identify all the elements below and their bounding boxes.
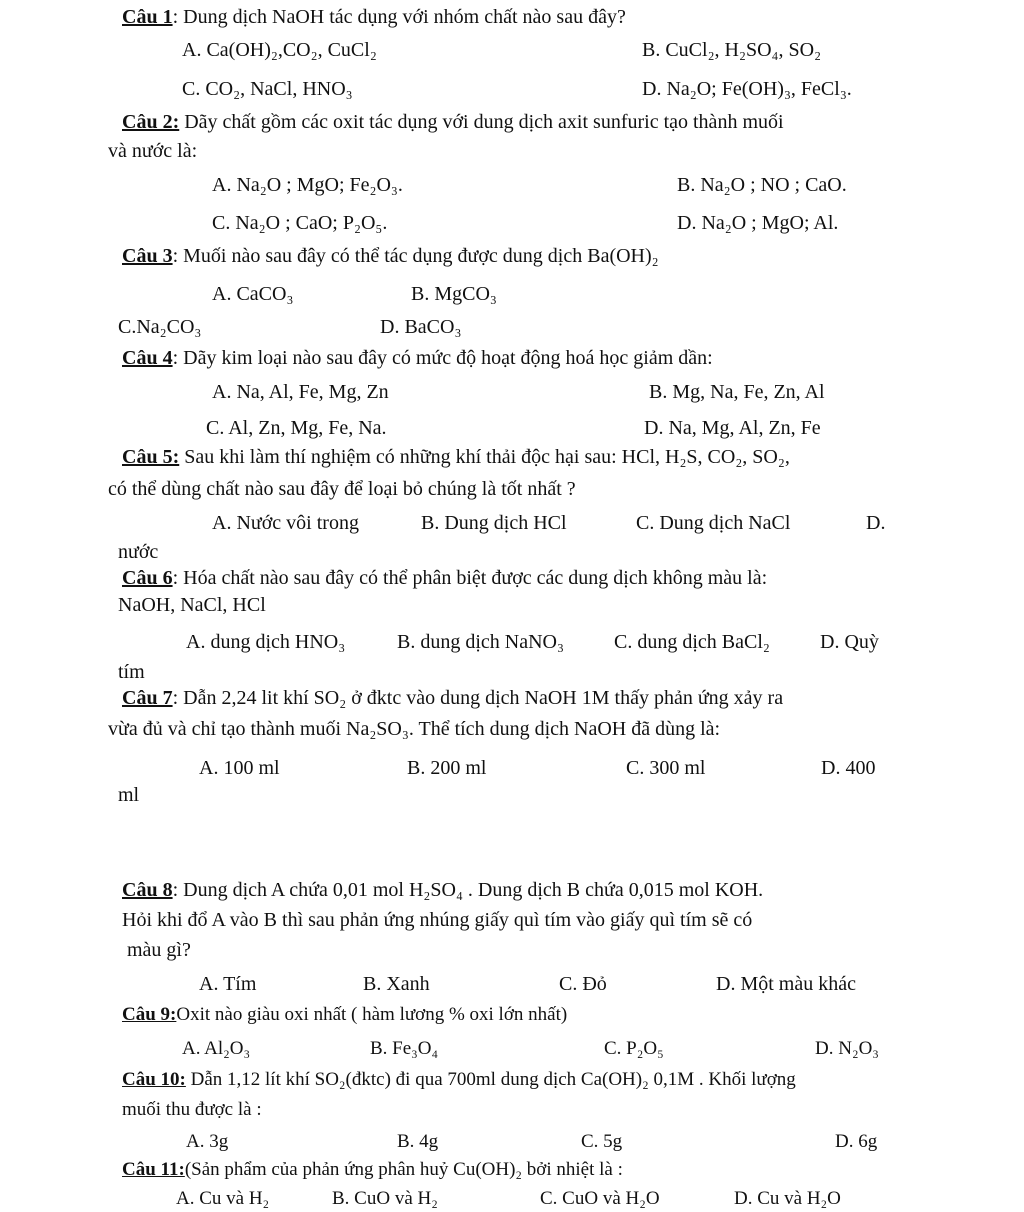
question-6 — [122, 565, 767, 591]
option: A. 100 ml — [199, 757, 280, 779]
option: C. dung dịch BaCl₂ — [614, 631, 770, 653]
question-3 — [122, 243, 659, 269]
option-cont: tím — [118, 661, 145, 683]
option: D. N₂O₃ — [815, 1038, 879, 1059]
option: C. 300 ml — [626, 757, 706, 779]
question-7 — [122, 685, 783, 711]
question-text: (Sản phẩm của phản ứng phân huỷ Cu(OH)₂ bởi nhiệt là : — [184, 1159, 623, 1180]
option: A. 3g — [186, 1131, 229, 1152]
question-number: Câu 4 — [122, 347, 173, 369]
option: C. CO₂, NaCl, HNO₃ — [182, 78, 353, 100]
question-number: Câu 3 — [122, 245, 173, 267]
option: A. Al₂O₃ — [182, 1038, 251, 1059]
option: D. Na₂O; Fe(OH)₃, FeCl₃. — [642, 78, 852, 100]
question-text-cont: Hỏi khi đổ A vào B thì sau phản ứng nhúng giấy quì tím vào giấy quì tím sẽ có — [122, 909, 753, 931]
question-11 — [122, 1157, 623, 1183]
option: C. Na₂O ; CaO; P₂O₅. — [212, 212, 388, 234]
question-number: Câu 10: — [122, 1069, 186, 1090]
question-text-cont: và nước là: — [108, 140, 198, 162]
option: A. Nước vôi trong — [212, 512, 359, 534]
option-cont: ml — [118, 784, 140, 806]
option: D. Một màu khác — [716, 973, 856, 995]
question-text: Dãy chất gồm các oxit tác dụng với dung dịch axit sunfuric tạo thành muối — [179, 111, 784, 133]
option: D. Na, Mg, Al, Zn, Fe — [644, 417, 821, 439]
question-2 — [122, 109, 784, 135]
question-text-cont: màu gì? — [127, 939, 191, 961]
option: C. Đỏ — [559, 973, 607, 995]
question-text-cont: vừa đủ và chỉ tạo thành muối Na₂SO₃. Thể tích dung dịch NaOH đã dùng là: — [108, 718, 721, 740]
question-number: Câu 7 — [122, 687, 173, 709]
option: B. Xanh — [363, 973, 430, 995]
question-number: Câu 1 — [122, 6, 173, 28]
option: B. CuO và H₂ — [332, 1188, 438, 1209]
question-text: : Dung dịch A chứa 0,01 mol H₂SO₄ . Dung dịch B chứa 0,015 mol KOH. — [172, 879, 764, 901]
option: D. Na₂O ; MgO; Al. — [677, 212, 839, 234]
option: B. Fe₃O₄ — [370, 1038, 439, 1059]
option: B. Mg, Na, Fe, Zn, Al — [649, 381, 825, 403]
question-text: Sau khi làm thí nghiệm có những khí thải độc hại sau: HCl, H₂S, CO₂, SO₂, — [179, 446, 790, 468]
question-text: Dẫn 1,12 lít khí SO₂(đktc) đi qua 700ml dung dịch Ca(OH)₂ 0,1M . Khối lượng — [185, 1069, 796, 1090]
question-text: : Dẫn 2,24 lit khí SO₂ ở đktc vào dung dịch NaOH 1M thấy phản ứng xảy ra — [172, 687, 784, 709]
option: A. Na, Al, Fe, Mg, Zn — [212, 381, 389, 403]
option: D. — [866, 512, 886, 534]
option: B. dung dịch NaNO₃ — [397, 631, 564, 653]
option: D. 400 — [821, 757, 876, 779]
option: B. Na₂O ; NO ; CaO. — [677, 174, 847, 196]
question-text: Oxit nào giàu oxi nhất ( hàm lương % oxi lớn nhất) — [176, 1004, 568, 1025]
question-1 — [122, 4, 626, 30]
question-9 — [122, 1002, 567, 1028]
question-4 — [122, 345, 713, 371]
option: B. CuCl₂, H₂SO₄, SO₂ — [642, 39, 822, 61]
question-number: Câu 9: — [122, 1004, 177, 1025]
question-text: : Dãy kim loại nào sau đây có mức độ hoạt động hoá học giảm dần: — [172, 347, 713, 369]
question-text: : Muối nào sau đây có thể tác dụng được dung dịch Ba(OH)₂ — [172, 245, 659, 267]
question-10 — [122, 1067, 796, 1093]
option: C. P₂O₅ — [604, 1038, 664, 1059]
option: A. Cu và H₂ — [176, 1188, 270, 1209]
option: A. Ca(OH)₂,CO₂, CuCl₂ — [182, 39, 377, 61]
option-cont: nước — [118, 541, 159, 563]
question-number: Câu 2: — [122, 111, 180, 133]
question-text-cont: có thể dùng chất nào sau đây để loại bỏ chúng là tốt nhất ? — [108, 478, 576, 500]
question-text: : Hóa chất nào sau đây có thể phân biệt được các dung dịch không màu là: — [172, 567, 768, 589]
option: A. Tím — [199, 973, 257, 995]
option: D. 6g — [835, 1131, 878, 1152]
option: D. Cu và H₂O — [734, 1188, 841, 1209]
option: C. 5g — [581, 1131, 623, 1152]
question-text-cont: NaOH, NaCl, HCl — [118, 594, 266, 616]
question-number: Câu 8 — [122, 879, 173, 901]
option: A. dung dịch HNO₃ — [186, 631, 346, 653]
option: B. 200 ml — [407, 757, 487, 779]
option: C. CuO và H₂O — [540, 1188, 660, 1209]
question-number: Câu 5: — [122, 446, 180, 468]
option: C. Al, Zn, Mg, Fe, Na. — [206, 417, 387, 439]
option: B. Dung dịch HCl — [421, 512, 567, 534]
question-number: Câu 6 — [122, 567, 173, 589]
option: A. Na₂O ; MgO; Fe₂O₃. — [212, 174, 403, 196]
option: D. BaCO₃ — [380, 316, 462, 338]
option: D. Quỳ — [820, 631, 879, 653]
question-8 — [122, 877, 763, 903]
option: C.Na₂CO₃ — [118, 316, 202, 338]
option: B. 4g — [397, 1131, 439, 1152]
question-text: : Dung dịch NaOH tác dụng với nhóm chất nào sau đây? — [172, 6, 626, 28]
question-number: Câu 11: — [122, 1159, 185, 1180]
question-5 — [122, 444, 790, 470]
option: A. CaCO₃ — [212, 283, 294, 305]
question-text-cont: muối thu được là : — [122, 1099, 262, 1120]
option: C. Dung dịch NaCl — [636, 512, 791, 534]
option: B. MgCO₃ — [411, 283, 497, 305]
